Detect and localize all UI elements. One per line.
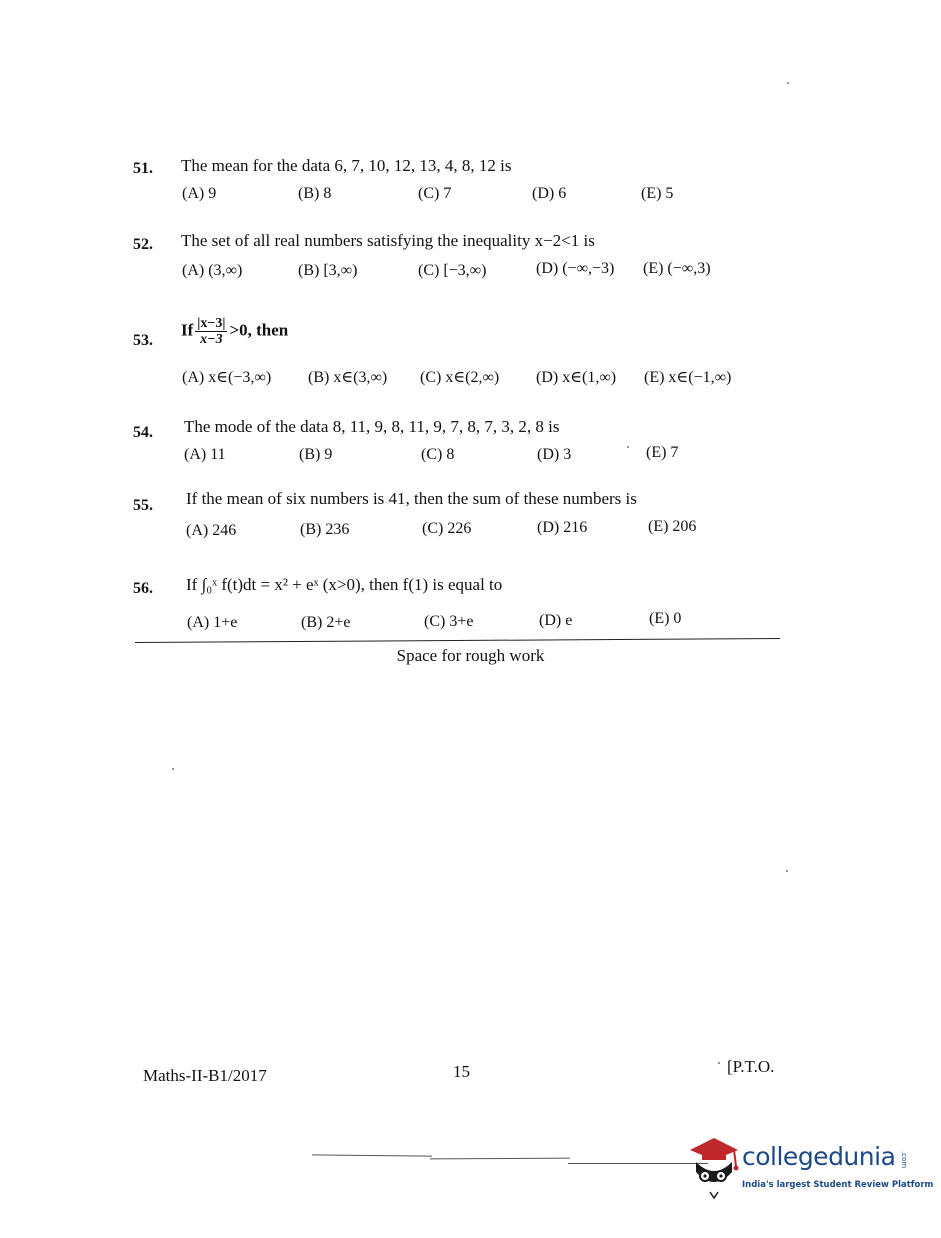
question-number: 55.: [133, 497, 153, 514]
question-text: The mode of the data 8, 11, 9, 8, 11, 9, 7, 8, 7, 3, 2, 8 is: [184, 417, 560, 436]
scan-speck: [787, 82, 789, 84]
question-number: 54.: [133, 424, 153, 441]
separator-rule: [135, 638, 780, 643]
option-e: (E) x∈(−1,∞): [644, 369, 732, 386]
question-number: 56.: [133, 580, 153, 597]
scan-artifact-line: [312, 1154, 432, 1156]
question-prefix: If: [181, 320, 194, 340]
option-e: (E) 5: [641, 185, 674, 202]
fraction-denominator: x−3: [200, 332, 223, 347]
option-b: (B) [3,∞): [298, 262, 358, 279]
question-number: 52.: [133, 236, 153, 253]
scan-artifact-line: [430, 1158, 570, 1160]
option-d: (D) (−∞,−3): [536, 260, 615, 277]
scan-speck: [718, 1062, 720, 1064]
question-number: 53.: [133, 332, 153, 349]
brand-dotcom: .com: [900, 1151, 908, 1169]
question-text: [181, 316, 288, 347]
rough-work-label: Space for rough work: [396, 646, 545, 665]
option-d: (D) 6: [532, 185, 567, 202]
option-e: (E) 206: [648, 518, 697, 535]
option-e: (E) 0: [649, 610, 682, 627]
option-e: (E) 7: [646, 444, 679, 461]
option-b: (B) 8: [298, 185, 332, 202]
footer-paper-code: Maths-II-B1/2017: [143, 1066, 267, 1085]
graduate-mascot-icon: [686, 1132, 742, 1202]
question-suffix: >0, then: [229, 320, 289, 340]
option-c: (C) 8: [421, 446, 455, 463]
option-d: (D) 216: [537, 519, 588, 536]
fraction-numerator: |x−3|: [197, 316, 226, 331]
brand-name: collegedunia: [742, 1142, 896, 1171]
question-number: 51.: [133, 160, 153, 177]
scan-speck: [172, 768, 174, 770]
option-c: (C) 3+e: [424, 613, 474, 630]
question-text: The set of all real numbers satisfying the inequality x−2<1 is: [181, 231, 595, 250]
option-d: (D) 3: [537, 446, 572, 463]
scan-speck: [786, 870, 788, 872]
option-c: (C) [−3,∞): [418, 262, 487, 279]
option-a: (A) 11: [184, 446, 226, 463]
question-text: If ∫₀ˣ f(t)dt = x² + eˣ (x>0), then f(1) is equal to: [186, 575, 503, 594]
option-e: (E) (−∞,3): [643, 260, 711, 277]
footer-page-number: 15: [453, 1062, 470, 1081]
footer-pto: [P.T.O.: [727, 1057, 775, 1076]
option-b: (B) 2+e: [301, 614, 351, 631]
scan-speck: [627, 446, 629, 448]
option-d: (D) x∈(1,∞): [536, 369, 617, 386]
question-text: If the mean of six numbers is 41, then the sum of these numbers is: [186, 489, 637, 508]
option-a: (A) 1+e: [187, 614, 238, 631]
option-a: (A) 246: [186, 522, 237, 539]
option-d: (D) e: [539, 612, 573, 629]
option-b: (B) 236: [300, 521, 350, 538]
option-b: (B) x∈(3,∞): [308, 369, 388, 386]
question-text: The mean for the data 6, 7, 10, 12, 13, 4, 8, 12 is: [181, 156, 512, 175]
option-a: (A) (3,∞): [182, 262, 243, 279]
brand-tagline: India's largest Student Review Platform: [742, 1180, 934, 1190]
option-c: (C) 226: [422, 520, 472, 537]
option-b: (B) 9: [299, 446, 333, 463]
option-c: (C) x∈(2,∞): [420, 369, 500, 386]
option-c: (C) 7: [418, 185, 452, 202]
option-a: (A) x∈(−3,∞): [182, 369, 272, 386]
option-a: (A) 9: [182, 185, 217, 202]
collegedunia-watermark: [686, 1132, 934, 1202]
fraction: [195, 316, 227, 347]
